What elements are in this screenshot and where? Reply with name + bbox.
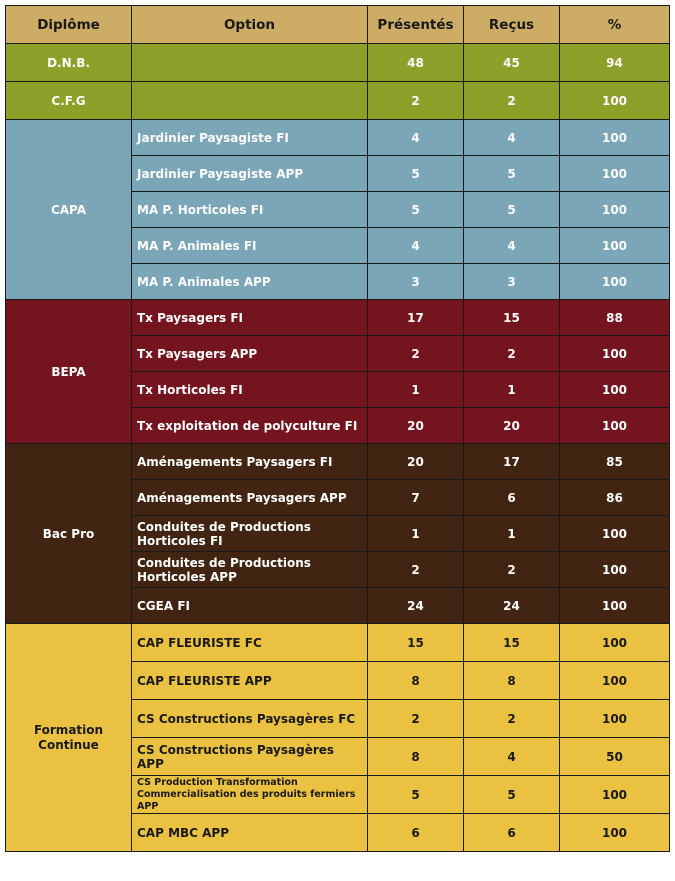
header-presentes: Présentés xyxy=(368,6,464,44)
percent-cell: 100 xyxy=(560,82,670,120)
option-cell: CAP FLEURISTE FC xyxy=(132,624,368,662)
percent-cell: 100 xyxy=(560,588,670,624)
recus-cell: 4 xyxy=(464,228,560,264)
diplome-cell: CAPA xyxy=(6,120,132,300)
presentes-cell: 2 xyxy=(368,82,464,120)
presentes-cell: 6 xyxy=(368,814,464,852)
percent-cell: 100 xyxy=(560,662,670,700)
presentes-cell: 20 xyxy=(368,408,464,444)
option-cell: Tx exploitation de polyculture FI xyxy=(132,408,368,444)
recus-cell: 15 xyxy=(464,624,560,662)
recus-cell: 2 xyxy=(464,82,560,120)
presentes-cell: 8 xyxy=(368,738,464,776)
option-cell: CS Production Transformation Commercialisation des produits fermiers APP xyxy=(132,776,368,814)
percent-cell: 100 xyxy=(560,624,670,662)
presentes-cell: 20 xyxy=(368,444,464,480)
percent-cell: 100 xyxy=(560,516,670,552)
table-row xyxy=(6,624,670,662)
table-body xyxy=(6,44,670,852)
percent-cell: 86 xyxy=(560,480,670,516)
table-row xyxy=(6,120,670,156)
presentes-cell: 15 xyxy=(368,624,464,662)
percent-cell: 100 xyxy=(560,192,670,228)
recus-cell: 5 xyxy=(464,156,560,192)
recus-cell: 20 xyxy=(464,408,560,444)
header-recus: Reçus xyxy=(464,6,560,44)
recus-cell: 1 xyxy=(464,516,560,552)
option-cell: CAP FLEURISTE APP xyxy=(132,662,368,700)
presentes-cell: 4 xyxy=(368,120,464,156)
percent-cell: 100 xyxy=(560,372,670,408)
percent-cell: 100 xyxy=(560,156,670,192)
option-cell: CGEA FI xyxy=(132,588,368,624)
presentes-cell: 5 xyxy=(368,776,464,814)
presentes-cell: 5 xyxy=(368,156,464,192)
option-cell xyxy=(132,44,368,82)
presentes-cell: 2 xyxy=(368,336,464,372)
recus-cell: 17 xyxy=(464,444,560,480)
recus-cell: 2 xyxy=(464,552,560,588)
table-row xyxy=(6,82,670,120)
option-cell: MA P. Horticoles FI xyxy=(132,192,368,228)
recus-cell: 8 xyxy=(464,662,560,700)
percent-cell: 100 xyxy=(560,776,670,814)
option-cell: Conduites de Productions Horticoles APP xyxy=(132,552,368,588)
option-cell: Tx Paysagers FI xyxy=(132,300,368,336)
percent-cell: 100 xyxy=(560,814,670,852)
recus-cell: 6 xyxy=(464,480,560,516)
presentes-cell: 3 xyxy=(368,264,464,300)
recus-cell: 5 xyxy=(464,776,560,814)
recus-cell: 1 xyxy=(464,372,560,408)
diplome-cell: BEPA xyxy=(6,300,132,444)
option-cell: CS Constructions Paysagères APP xyxy=(132,738,368,776)
option-cell: Tx Paysagers APP xyxy=(132,336,368,372)
percent-cell: 50 xyxy=(560,738,670,776)
recus-cell: 15 xyxy=(464,300,560,336)
recus-cell: 4 xyxy=(464,120,560,156)
option-cell xyxy=(132,82,368,120)
diplome-cell: D.N.B. xyxy=(6,44,132,82)
header-percent: % xyxy=(560,6,670,44)
option-cell: MA P. Animales APP xyxy=(132,264,368,300)
results-table-container xyxy=(5,5,670,852)
percent-cell: 85 xyxy=(560,444,670,480)
presentes-cell: 2 xyxy=(368,700,464,738)
recus-cell: 5 xyxy=(464,192,560,228)
percent-cell: 100 xyxy=(560,408,670,444)
diplome-cell: Formation Continue xyxy=(6,624,132,852)
presentes-cell: 2 xyxy=(368,552,464,588)
option-cell: Conduites de Productions Horticoles FI xyxy=(132,516,368,552)
percent-cell: 100 xyxy=(560,228,670,264)
table-row xyxy=(6,444,670,480)
recus-cell: 45 xyxy=(464,44,560,82)
header-row xyxy=(6,6,670,44)
percent-cell: 100 xyxy=(560,264,670,300)
diplome-cell: Bac Pro xyxy=(6,444,132,624)
presentes-cell: 1 xyxy=(368,372,464,408)
recus-cell: 2 xyxy=(464,700,560,738)
presentes-cell: 24 xyxy=(368,588,464,624)
recus-cell: 4 xyxy=(464,738,560,776)
recus-cell: 3 xyxy=(464,264,560,300)
diplome-cell: C.F.G xyxy=(6,82,132,120)
presentes-cell: 48 xyxy=(368,44,464,82)
presentes-cell: 8 xyxy=(368,662,464,700)
percent-cell: 94 xyxy=(560,44,670,82)
option-cell: Tx Horticoles FI xyxy=(132,372,368,408)
presentes-cell: 7 xyxy=(368,480,464,516)
header-option: Option xyxy=(132,6,368,44)
recus-cell: 24 xyxy=(464,588,560,624)
recus-cell: 2 xyxy=(464,336,560,372)
presentes-cell: 5 xyxy=(368,192,464,228)
percent-cell: 100 xyxy=(560,336,670,372)
option-cell: Aménagements Paysagers APP xyxy=(132,480,368,516)
option-cell: CAP MBC APP xyxy=(132,814,368,852)
percent-cell: 100 xyxy=(560,700,670,738)
table-row xyxy=(6,44,670,82)
header-diplome: Diplôme xyxy=(6,6,132,44)
percent-cell: 100 xyxy=(560,120,670,156)
option-cell: CS Constructions Paysagères FC xyxy=(132,700,368,738)
option-cell: Jardinier Paysagiste FI xyxy=(132,120,368,156)
presentes-cell: 1 xyxy=(368,516,464,552)
option-cell: Jardinier Paysagiste APP xyxy=(132,156,368,192)
option-cell: MA P. Animales FI xyxy=(132,228,368,264)
option-cell: Aménagements Paysagers FI xyxy=(132,444,368,480)
recus-cell: 6 xyxy=(464,814,560,852)
table-row xyxy=(6,300,670,336)
presentes-cell: 4 xyxy=(368,228,464,264)
presentes-cell: 17 xyxy=(368,300,464,336)
exam-results-table xyxy=(5,5,670,852)
percent-cell: 100 xyxy=(560,552,670,588)
percent-cell: 88 xyxy=(560,300,670,336)
